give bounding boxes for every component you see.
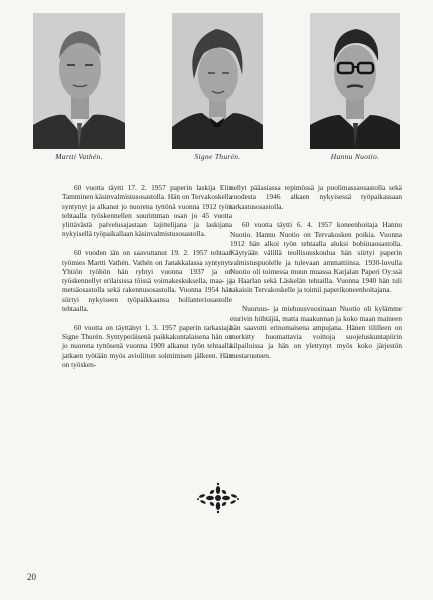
portrait-signe-thuren bbox=[172, 13, 263, 149]
portrait-martti-vathen bbox=[33, 13, 125, 149]
text-column-right bbox=[230, 183, 402, 370]
page-number: 20 bbox=[27, 572, 36, 582]
paragraph: nellyt pääasiassa repimössä ja puolimassaosastolla sekä vuodesta 1946 alkaen nykyisessä työpaikassaan tarkastusosastolla. bbox=[230, 183, 402, 211]
caption-portrait-1: Martti Vathén. bbox=[55, 152, 103, 161]
text-column-left bbox=[62, 183, 232, 379]
paragraph: Nuoruus- ja miehuusvuosinaan Nuotio oli kylämme eturivin hiihtäjiä, matta maakunnan ja koko maan maineen hän saavutti erinomaisena ampujana. Hänen tililleen on merkitty huomattavia voittoja suojeluskuntapiirin kilpailuissa ja hän on ylettynyt myös koko järjestön mestaruuteen. bbox=[230, 304, 402, 360]
caption-portrait-2: Signe Thurén. bbox=[194, 152, 241, 161]
caption-portrait-3: Hannu Nuotio. bbox=[330, 152, 380, 161]
paragraph: 60 vuoden iän on saavuttanut 19. 2. 1957 tehtaan työmies Martti Vathén. Vathén on Janakkalassa syntynyt. Yhtiön työhön hän ryhtyi vuonna 1937 ja on työskennellyt erilaisissa töissä voimakeskuksella, maa- ja metsäosastolla sekä rakennusosastolla. Vuonna 1954 hän siirtyi nykyiseen työpaikkaansa hollanteriosastolle tehtaalla. bbox=[62, 248, 232, 314]
paragraph: 60 vuotta täytti 6. 4. 1957 koneenhoitaja Hannu Nuotio. Hannu Nuotio on Tervakosken poikia. Vuonna 1912 hän alkoi työn tehtaalla aluksi bobiinaosastolla. Käytyään välillä teollisuuskoulua hän siirtyi paperin valmistuspuolelle ja tulevaan ammattiinsa. 1930-luvulla Nuotio oli toimessa muun muassa Karjalan Paperi Oy:ssä ja Haarlan sekä Läskelän tehtailla. Vuonna 1940 hän tuli takaisin Tervakoskelle ja toimii paperikoneenhoitajana. bbox=[230, 220, 402, 295]
floral-ornament-icon bbox=[196, 481, 240, 515]
portrait-hannu-nuotio bbox=[310, 13, 400, 149]
paragraph: 60 vuotta on täyttänyt 1. 3. 1957 paperin tarkastaja Signe Thurén. Syntyperäisenä paikkakuntalaisena hän on jo nuorena tyttösenä vuonna 1909 alkanut työn tehtaalla jatkaen työtään myös avioliiton solmimisen jälkeen. Hän on työsken- bbox=[62, 322, 232, 370]
paragraph: 60 vuotta täytti 17. 2. 1957 paperin laskija Elin Tamminen käsinvalmistusosastolla. Hän on Tervakoskella syntynyt ja alkanut jo nuorena tyttönä vuonna 1912 työn tehtaalla työskennellen suurimman osan jo 45 vuotta ylittävästä palvelusajastaan lajittelijana ja laskijana nykyisellä työpaikallaan käsinvalmistusosastolla. bbox=[62, 183, 232, 239]
